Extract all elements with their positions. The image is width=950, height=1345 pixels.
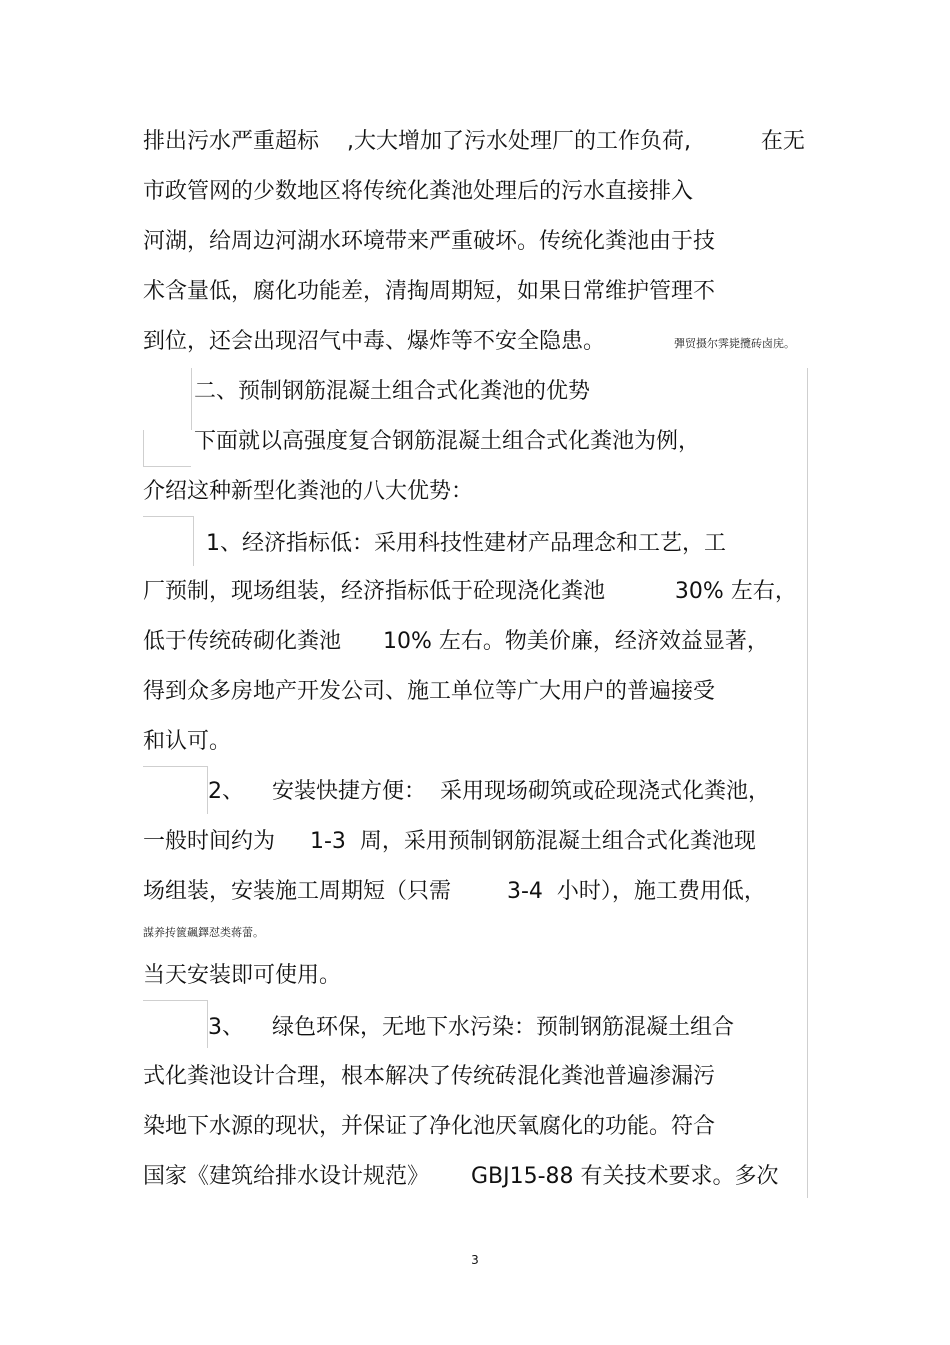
paragraph-line: 国家《建筑给排水设计规范》 GBJ15-88 有关技术要求。多次 — [143, 1164, 779, 1189]
paragraph-line: 得到众多房地产开发公司、施工单位等广大用户的普遍接受 — [143, 679, 716, 704]
list-item-heading: 2、 安装快捷方便： 采用现场砌筑或砼现浇式化粪池， — [208, 779, 770, 804]
horizontal-rule — [143, 766, 207, 767]
paragraph-line: 河湖，给周边河湖水环境带来严重破坏。传统化粪池由于技 — [143, 229, 716, 254]
paragraph-line: 式化粪池设计合理，根本解决了传统砖混化粪池普遍渗漏污 — [143, 1064, 716, 1089]
paragraph-line: 当天安装即可使用。 — [143, 963, 342, 988]
paragraph-line: 术含量低，腐化功能差，清掏周期短，如果日常维护管理不 — [143, 279, 716, 304]
horizontal-rule — [143, 1000, 207, 1001]
section-heading: 二、预制钢筋混凝土组合式化粪池的优势 — [194, 379, 591, 404]
paragraph-line: 低于传统砖砌化粪池 10% 左右。物美价廉，经济效益显著， — [143, 629, 769, 654]
vertical-rule — [193, 516, 194, 566]
paragraph-line: 厂预制，现场组装，经济指标低于砼现浇化粪池 30% 左右， — [143, 579, 797, 604]
paragraph-line: 到位，还会出现沼气中毒、爆炸等不安全隐患。 — [143, 329, 606, 354]
paragraph-line: 排出污水严重超标 ,大大增加了污水处理厂的工作负荷, 在无 — [143, 129, 805, 154]
paragraph-line: 一般时间约为 1-3 周，采用预制钢筋混凝土组合式化粪池现 — [143, 829, 756, 854]
paragraph-line: 染地下水源的现状，并保证了净化池厌氧腐化的功能。符合 — [143, 1114, 716, 1139]
small-annotation: 謀养抟篋飆鐸怼类蒋蕾。 — [143, 926, 264, 939]
small-annotation: 彈贸摄尔霁毙攬砖卤庑。 — [674, 337, 795, 350]
page-number: 3 — [471, 1253, 479, 1267]
paragraph-line: 和认可。 — [143, 729, 232, 754]
horizontal-rule — [143, 516, 193, 517]
horizontal-rule — [143, 466, 191, 467]
list-item-heading: 3、 绿色环保，无地下水污染：预制钢筋混凝土组合 — [208, 1015, 734, 1040]
paragraph-line: 介绍这种新型化粪池的八大优势： — [143, 479, 474, 504]
vertical-rule — [807, 368, 808, 1198]
paragraph-line: 市政管网的少数地区将传统化粪池处理后的污水直接排入 — [143, 179, 694, 204]
paragraph-line: 下面就以高强度复合钢筋混凝土组合式化粪池为例， — [194, 429, 701, 454]
vertical-rule — [143, 430, 144, 466]
vertical-rule — [191, 368, 192, 430]
paragraph-line: 场组装，安装施工周期短（只需 3-4 小时），施工费用低， — [143, 879, 766, 904]
list-item-heading: 1、经济指标低：采用科技性建材产品理念和工艺，工 — [206, 531, 726, 556]
